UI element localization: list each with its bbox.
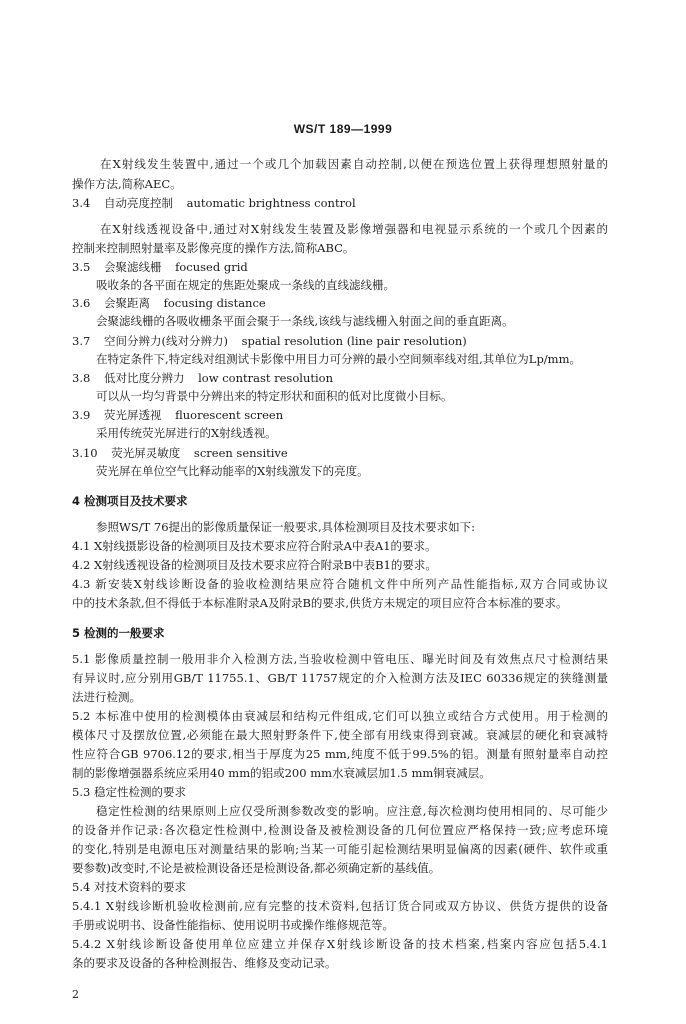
section-3-4-line-2: 控制来控制照射量率及影像亮度的操作方法,简称ABC。 (72, 241, 355, 255)
section-5-1-line-3: 法进行检测。 (72, 690, 141, 704)
term-title: 低对比度分辨力 (103, 371, 185, 385)
section-5-2-line-3: 性应符合GB 9706.12的要求,相当于厚度为25 mm,纯度不低于99.5%的铝。测量有照射量率自动控 (72, 747, 608, 761)
section-3-5-heading (72, 260, 248, 275)
term-title: 会聚距离 (103, 296, 150, 310)
section-number: 3.10 (72, 446, 98, 460)
intro-line-2: 操作方法,简称AEC。 (72, 177, 182, 191)
term-english: low contrast resolution (198, 371, 333, 385)
section-3-10-heading (72, 446, 288, 461)
section-5-heading: 5 检测的一般要求 (72, 626, 165, 640)
section-5-4-2-line-2: 条的要求及设备的各种检测报告、维修及变动记录。 (72, 956, 337, 970)
section-4-3-line-1: 4.3 新安装X射线诊断设备的验收检测结果应符合随机文件中所列产品性能指标,双方合同或协议 (72, 577, 608, 591)
section-4-3-line-2: 中的技术条款,但不得低于本标准附录A及附录B的要求,供货方未规定的项目应符合本标准的要求。 (72, 596, 568, 610)
section-5-1-line-1: 5.1 影像质量控制一般用非介入检测方法,当验收检测中管电压、曝光时间及有效焦点尺寸检测结果 (72, 652, 608, 666)
section-5-3-line-1: 稳定性检测的结果原则上应仅受所测参数改变的影响。应注意,每次检测均使用相同的、尽可能少 (96, 804, 608, 818)
term-english: screen sensitive (193, 446, 288, 460)
section-4-2: 4.2 X射线透视设备的检测项目及技术要求应符合附录B中表B1的要求。 (72, 558, 437, 572)
section-5-4-1-line-1: 5.4.1 X射线诊断机验收检测前,应有完整的技术资料,包括订货合同或双方协议、供货方提供的设备 (72, 899, 608, 913)
term-title: 会聚滤线栅 (103, 260, 162, 274)
section-3-6-heading (72, 296, 266, 311)
term-english: automatic brightness control (186, 196, 356, 210)
section-5-4-1-line-2: 手册或说明书、设备性能指标、使用说明书或操作维修规范等。 (72, 918, 394, 932)
section-3-6-body: 会聚滤线栅的各吸收栅条平面会聚于一条线,该线与滤线栅入射面之间的垂直距离。 (96, 314, 514, 328)
section-3-7-heading (72, 334, 467, 349)
standard-code-header: WS/T 189—1999 (293, 122, 393, 136)
section-3-8-body: 可以从一均匀背景中分辨出来的特定形状和面积的低对比度微小目标。 (96, 389, 453, 403)
term-title: 荧光屏灵敏度 (111, 446, 181, 460)
section-4-intro: 参照WS/T 76提出的影像质量保证一般要求,具体检测项目及技术要求如下: (96, 520, 476, 534)
intro-line-1: 在X射线发生装置中,通过一个或几个加载因素自动控制,以便在预选位置上获得理想照射量的 (100, 157, 608, 171)
section-3-10-body: 荧光屏在单位空气比释动能率的X射线激发下的亮度。 (96, 464, 369, 478)
section-5-1-line-2: 有异议时,应分别用GB/T 11755.1、GB/T 11757规定的介入检测方法及IEC 60336规定的狭缝测量 (72, 671, 608, 685)
section-number: 3.7 (72, 334, 91, 348)
section-5-3-line-3: 的变化,特别是电源电压对测量结果的影响;当某一可能引起检测结果明显偏离的因素(硬件、软件或重 (72, 842, 608, 856)
section-5-3-line-4: 要参数)改变时,不论是被检测设备还是检测设备,都必须确定新的基线值。 (72, 861, 441, 875)
term-english: spatial resolution (line pair resolution) (241, 334, 467, 348)
section-5-3-line-2: 的设备并作记录:各次稳定性检测中,检测设备及被检测设备的几何位置应严格保持一致;应考虑环境 (72, 823, 608, 837)
section-3-7-body: 在特定条件下,特定线对组测试卡影像中用目力可分辨的最小空间频率线对组,其单位为Lp/mm。 (96, 352, 581, 366)
section-3-5-body: 吸收条的各平面在规定的焦距处聚成一条线的直线滤线栅。 (96, 278, 395, 292)
term-title: 空间分辨力(线对分辨力) (103, 334, 228, 348)
section-3-4-heading (72, 196, 356, 211)
section-5-2-line-2: 模体尺寸及摆放位置,必须能在最大照射野条件下,使全部有用线束得到衰减。衰减层的硬化和衰减特 (72, 728, 608, 742)
section-3-4-line-1: 在X射线透视设备中,通过对X射线发生装置及影像增强器和电视显示系统的一个或几个因素的 (100, 222, 608, 236)
section-4-heading: 4 检测项目及技术要求 (72, 494, 188, 508)
term-english: focused grid (175, 260, 248, 274)
section-5-3-title: 5.3 稳定性检测的要求 (72, 785, 186, 799)
section-number: 3.5 (72, 260, 91, 274)
section-number: 3.4 (72, 196, 91, 210)
term-english: fluorescent screen (175, 408, 284, 422)
section-5-2-line-4: 制的影像增强器系统应采用40 mm的铝或200 mm水衰减层加1.5 mm铜衰减层。 (72, 766, 491, 780)
section-5-4-2-line-1: 5.4.2 X射线诊断设备使用单位应建立并保存X射线诊断设备的技术档案,档案内容应包括5.4.1 (72, 937, 608, 951)
term-title: 荧光屏透视 (103, 408, 162, 422)
section-3-9-heading (72, 408, 283, 423)
section-number: 3.6 (72, 296, 91, 310)
term-title: 自动亮度控制 (103, 196, 173, 210)
section-4-1: 4.1 X射线摄影设备的检测项目及技术要求应符合附录A中表A1的要求。 (72, 539, 437, 553)
section-number: 3.9 (72, 408, 91, 422)
section-5-2-line-1: 5.2 本标准中使用的检测模体由衰减层和结构元件组成,它们可以独立或结合方式使用。用于检测的 (72, 709, 608, 723)
section-5-4-title: 5.4 对技术资料的要求 (72, 880, 186, 894)
section-number: 3.8 (72, 371, 91, 385)
term-english: focusing distance (163, 296, 266, 310)
section-3-9-body: 采用传统荧光屏进行的X射线透视。 (96, 426, 277, 440)
page-number: 2 (72, 988, 79, 1001)
section-3-8-heading (72, 371, 333, 386)
